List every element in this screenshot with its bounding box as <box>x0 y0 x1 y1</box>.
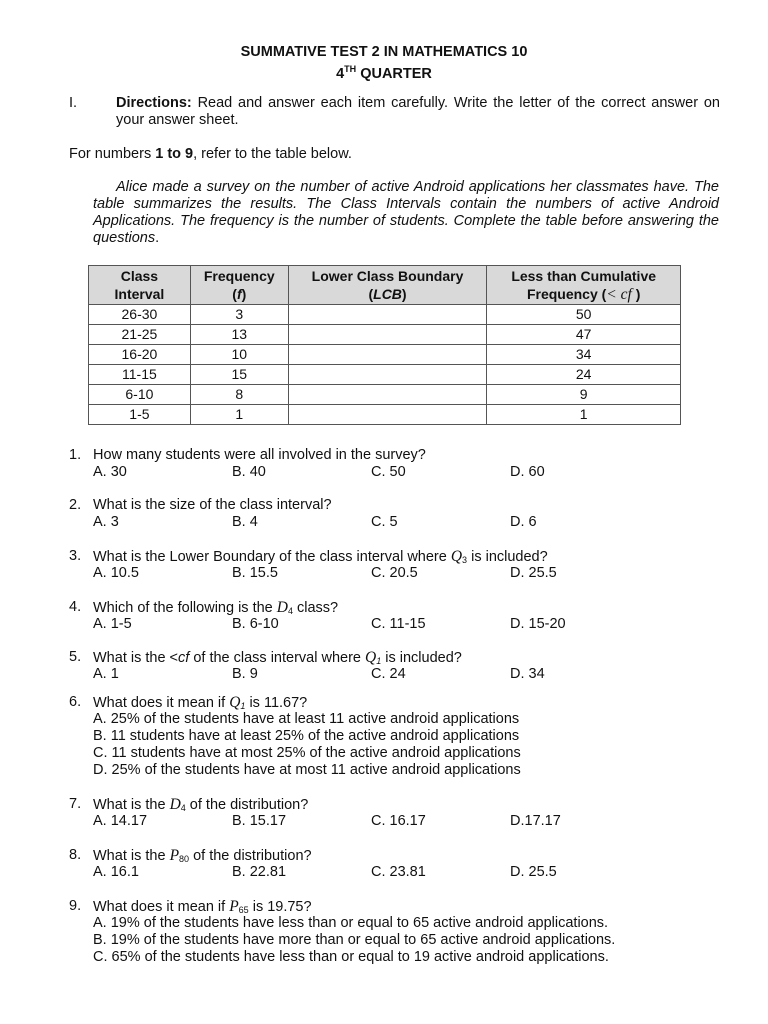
question-number: 2. <box>69 497 82 513</box>
option-b: B. 15.17 <box>232 813 287 829</box>
option-b: B. 4 <box>232 514 258 530</box>
option-a: A. 19% of the students have less than or equal to 65 active android applications. <box>93 915 609 931</box>
option-c: C. 11 students have at most 25% of the active android applications <box>93 745 521 761</box>
option-c: C. 50 <box>371 464 406 480</box>
question-text: What is the $D_4$ of the distribution? <box>93 796 309 813</box>
question-4 <box>69 599 719 635</box>
question-text: What does it mean if $Q_1$ is 11.67? <box>93 694 308 711</box>
question-text: How many students were all involved in the survey? <box>93 447 426 463</box>
option-a: A. 30 <box>93 464 127 480</box>
question-5 <box>69 649 719 685</box>
option-a: A. 10.5 <box>93 565 139 581</box>
option-a: A. 1-5 <box>93 616 132 632</box>
table-header-row <box>89 266 681 305</box>
scenario-text: Alice made a survey on the number of active Android applications her classmates have. The table summarizes the results. The Class Intervals contain the numbers of active Android Applications. The frequency is the number of students. Complete the table before answering the questions <box>93 179 719 246</box>
refer-line <box>69 146 352 163</box>
question-text: Which of the following is the $D_4$ class? <box>93 599 339 616</box>
question-number: 4. <box>69 599 82 615</box>
question-number: 6. <box>69 694 82 710</box>
option-a: A. 25% of the students have at least 11 active android applications <box>93 711 520 727</box>
option-b: B. 15.5 <box>232 565 278 581</box>
section-roman-numeral: I. <box>69 95 78 111</box>
cell-interval: 11-15 <box>89 365 191 385</box>
directions-paragraph <box>116 95 720 129</box>
quarter-number: 4 <box>336 66 345 82</box>
question-2 <box>69 497 719 533</box>
option-d: D. 25.5 <box>510 565 557 581</box>
option-b: B. 9 <box>232 666 258 682</box>
option-d: D.17.17 <box>510 813 561 829</box>
question-number: 9. <box>69 898 82 914</box>
quarter-superscript: TH <box>344 64 357 74</box>
option-c: C. 65% of the students have less than or equal to 19 active android applications. <box>93 949 609 965</box>
frequency-table <box>88 265 681 425</box>
directions-text: Read and answer each item carefully. Write the letter of the correct answer on your answer sheet. <box>116 95 720 128</box>
cell-interval: 1-5 <box>89 405 191 425</box>
question-number: 7. <box>69 796 82 812</box>
option-d: D. 60 <box>510 464 545 480</box>
question-8 <box>69 847 719 883</box>
question-3 <box>69 548 719 584</box>
scenario-paragraph <box>93 179 719 247</box>
table-row <box>89 385 681 405</box>
question-text: What is the size of the class interval? <box>93 497 332 513</box>
option-b: B. 11 students have at least 25% of the active android applications <box>93 728 520 744</box>
refer-pre: For numbers <box>69 146 156 162</box>
header-class-interval: Class Interval <box>89 266 191 305</box>
cell-frequency: 15 <box>190 365 288 385</box>
cell-cf: 47 <box>487 325 681 345</box>
header-less-than-cumulative-frequency: Less than Cumulative Frequency (< cf ) <box>487 266 681 305</box>
cell-lcb <box>288 305 487 325</box>
decile-symbol: D <box>169 796 181 813</box>
option-c: C. 11-15 <box>371 616 426 632</box>
cell-cf: 1 <box>487 405 681 425</box>
table-row <box>89 325 681 345</box>
question-text: What is the Lower Boundary of the class interval where $Q_3$ is included? <box>93 548 548 565</box>
question-7 <box>69 796 719 832</box>
option-d: D. 25.5 <box>510 864 557 880</box>
option-c: C. 16.17 <box>371 813 426 829</box>
option-d: D. 34 <box>510 666 545 682</box>
decile-symbol: D <box>276 599 288 616</box>
option-c: C. 24 <box>371 666 406 682</box>
table-row <box>89 305 681 325</box>
question-number: 5. <box>69 649 82 665</box>
header-lower-class-boundary: Lower Class Boundary (LCB) <box>288 266 487 305</box>
table-row <box>89 345 681 365</box>
option-d: D. 6 <box>510 514 537 530</box>
quartile-symbol: Q <box>450 548 463 565</box>
question-text: What is the <cf of the class interval where $Q_1$ is included? <box>93 649 462 666</box>
cell-frequency: 10 <box>190 345 288 365</box>
option-b: B. 40 <box>232 464 266 480</box>
directions-label: Directions: <box>116 95 192 111</box>
cell-frequency: 3 <box>190 305 288 325</box>
option-c: C. 23.81 <box>371 864 426 880</box>
question-text: What is the $P_{80}$ of the distribution? <box>93 847 312 864</box>
cell-lcb <box>288 385 487 405</box>
question-number: 1. <box>69 447 82 463</box>
cell-frequency: 8 <box>190 385 288 405</box>
cell-lcb <box>288 325 487 345</box>
option-b: B. 19% of the students have more than or equal to 65 active android applications. <box>93 932 616 948</box>
percentile-symbol: P <box>229 898 239 915</box>
cell-cf: 50 <box>487 305 681 325</box>
option-a: A. 3 <box>93 514 119 530</box>
question-number: 3. <box>69 548 82 564</box>
cell-interval: 26-30 <box>89 305 191 325</box>
cell-lcb <box>288 405 487 425</box>
test-title: SUMMATIVE TEST 2 IN MATHEMATICS 10 <box>240 44 528 60</box>
cell-cf: 9 <box>487 385 681 405</box>
option-a: A. 16.1 <box>93 864 139 880</box>
header-frequency: Frequency (f) <box>190 266 288 305</box>
cell-cf: 34 <box>487 345 681 365</box>
cell-interval: 6-10 <box>89 385 191 405</box>
option-d: D. 25% of the students have at most 11 active android applications <box>93 762 521 778</box>
cell-interval: 16-20 <box>89 345 191 365</box>
option-a: A. 14.17 <box>93 813 148 829</box>
option-b: B. 22.81 <box>232 864 287 880</box>
table-row <box>89 405 681 425</box>
cell-interval: 21-25 <box>89 325 191 345</box>
question-9 <box>69 898 719 968</box>
option-a: A. 1 <box>93 666 119 682</box>
cell-cf: 24 <box>487 365 681 385</box>
question-text: What does it mean if $P_{65}$ is 19.75? <box>93 898 312 915</box>
question-1 <box>69 447 719 483</box>
cell-frequency: 1 <box>190 405 288 425</box>
scenario-end: . <box>155 230 160 246</box>
quartile-symbol: Q <box>365 649 377 666</box>
option-c: C. 20.5 <box>371 565 418 581</box>
question-6 <box>69 694 719 780</box>
cell-frequency: 13 <box>190 325 288 345</box>
refer-range: 1 to 9 <box>155 146 194 162</box>
quarter-word: QUARTER <box>360 66 432 82</box>
percentile-symbol: P <box>169 847 180 864</box>
question-number: 8. <box>69 847 82 863</box>
refer-post: , refer to the table below. <box>193 146 352 162</box>
option-c: C. 5 <box>371 514 398 530</box>
quarter-heading <box>0 61 768 83</box>
option-d: D. 15-20 <box>510 616 566 632</box>
cell-lcb <box>288 365 487 385</box>
quartile-symbol: Q <box>229 694 241 711</box>
table-row <box>89 365 681 385</box>
cell-lcb <box>288 345 487 365</box>
option-b: B. 6-10 <box>232 616 279 632</box>
